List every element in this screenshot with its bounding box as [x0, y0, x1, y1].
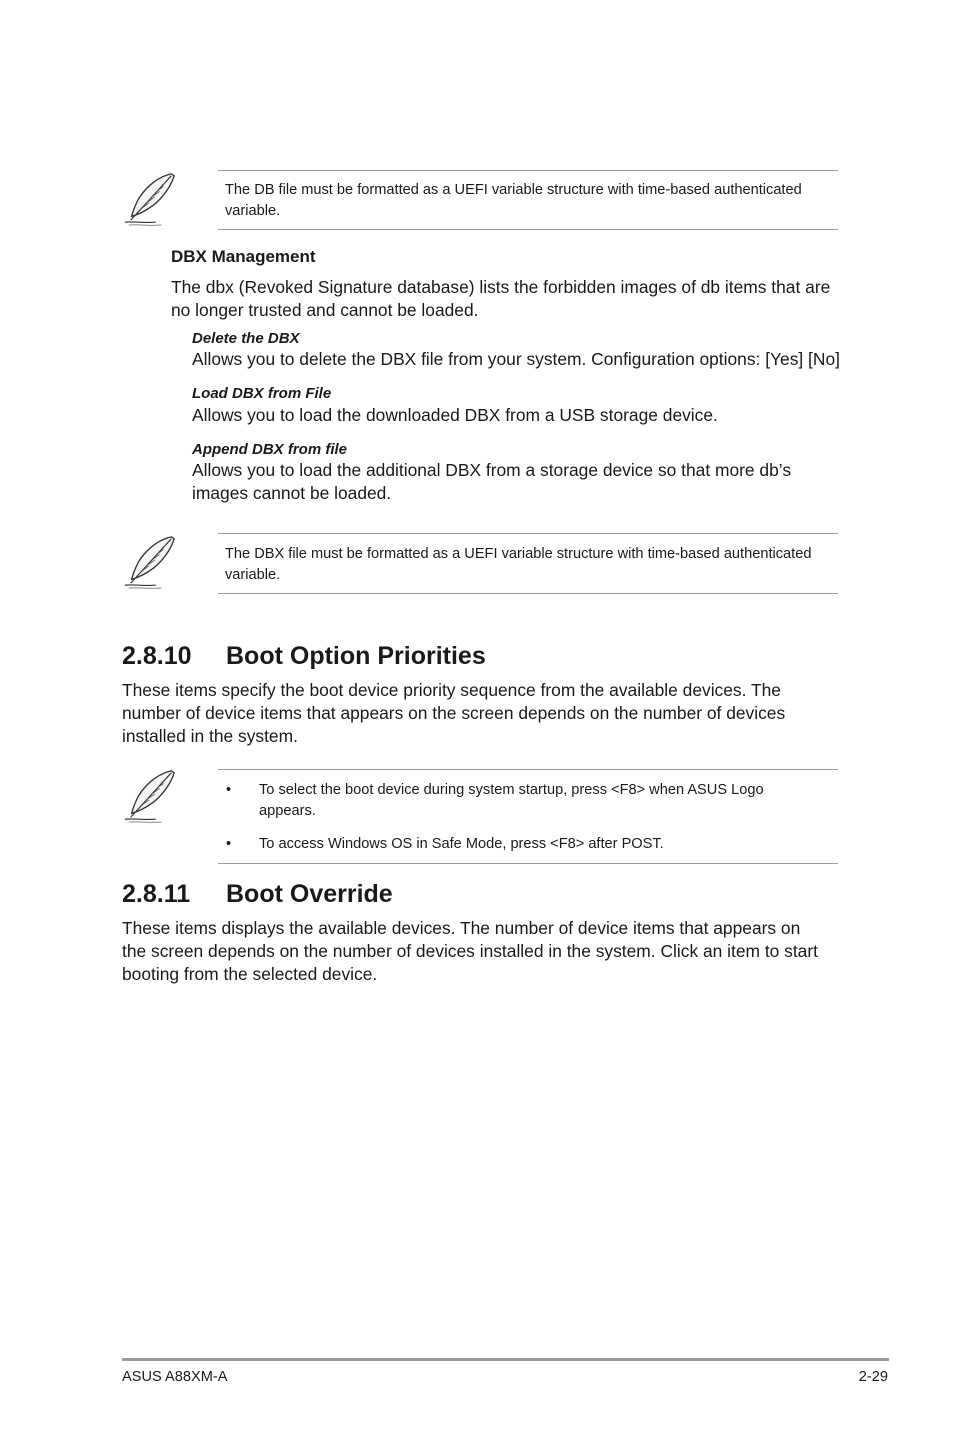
section-number: 2.8.11	[122, 880, 191, 908]
bullet-text: To select the boot device during system startup, press <F8> when ASUS Logo appears.	[259, 782, 764, 819]
feather-pen-icon	[122, 767, 178, 825]
bullet-text: To access Windows OS in Safe Mode, press <F8> after POST.	[259, 836, 664, 852]
bullet-marker: •	[226, 836, 232, 852]
dbx-description: The dbx (Revoked Signature database) lists the forbidden images of db items that are no longer trusted and cannot be loaded.	[171, 277, 831, 320]
bullet-marker: •	[226, 782, 232, 798]
note-text: The DBX file must be formatted as a UEFI variable structure with time-based authenticated variable.	[225, 546, 812, 583]
footer-product-name: ASUS A88XM-A	[122, 1369, 228, 1385]
footer-rule	[122, 1358, 889, 1361]
note-top-rule	[218, 533, 838, 534]
item-title-delete-dbx: Delete the DBX	[192, 330, 300, 347]
footer-page-number: 2-29	[858, 1369, 888, 1385]
section-title: Boot Option Priorities	[226, 642, 486, 670]
section-text: These items specify the boot device priority sequence from the available devices. The number of device items that appears on the screen depends on the number of devices installed in the system.	[122, 680, 786, 746]
item-text-delete-dbx: Allows you to delete the DBX file from your system. Configuration options: [Yes] [No]	[192, 349, 840, 369]
item-title-append-dbx: Append DBX from file	[192, 441, 348, 458]
section-text: These items displays the available devices. The number of device items that appears on the screen depends on the number of devices installed in the system. Click an item to start booting from the selected device.	[122, 918, 818, 984]
item-text-load-dbx: Allows you to load the downloaded DBX from a USB storage device.	[192, 405, 718, 425]
section-title: Boot Override	[226, 880, 393, 908]
feather-pen-icon	[122, 533, 178, 591]
section-number: 2.8.10	[122, 642, 192, 670]
note-bottom-rule	[218, 863, 838, 864]
feather-pen-icon	[122, 170, 178, 228]
note-bottom-rule	[218, 593, 838, 594]
note-bottom-rule	[218, 229, 838, 230]
note-top-rule	[218, 769, 838, 770]
note-top-rule	[218, 170, 838, 171]
item-title-load-dbx: Load DBX from File	[192, 385, 332, 402]
dbx-heading: DBX Management	[171, 247, 316, 266]
note-text: The DB file must be formatted as a UEFI variable structure with time-based authenticated variable.	[225, 182, 802, 219]
item-text-append-dbx: Allows you to load the additional DBX from a storage device so that more db’s images cannot be loaded.	[192, 460, 792, 503]
